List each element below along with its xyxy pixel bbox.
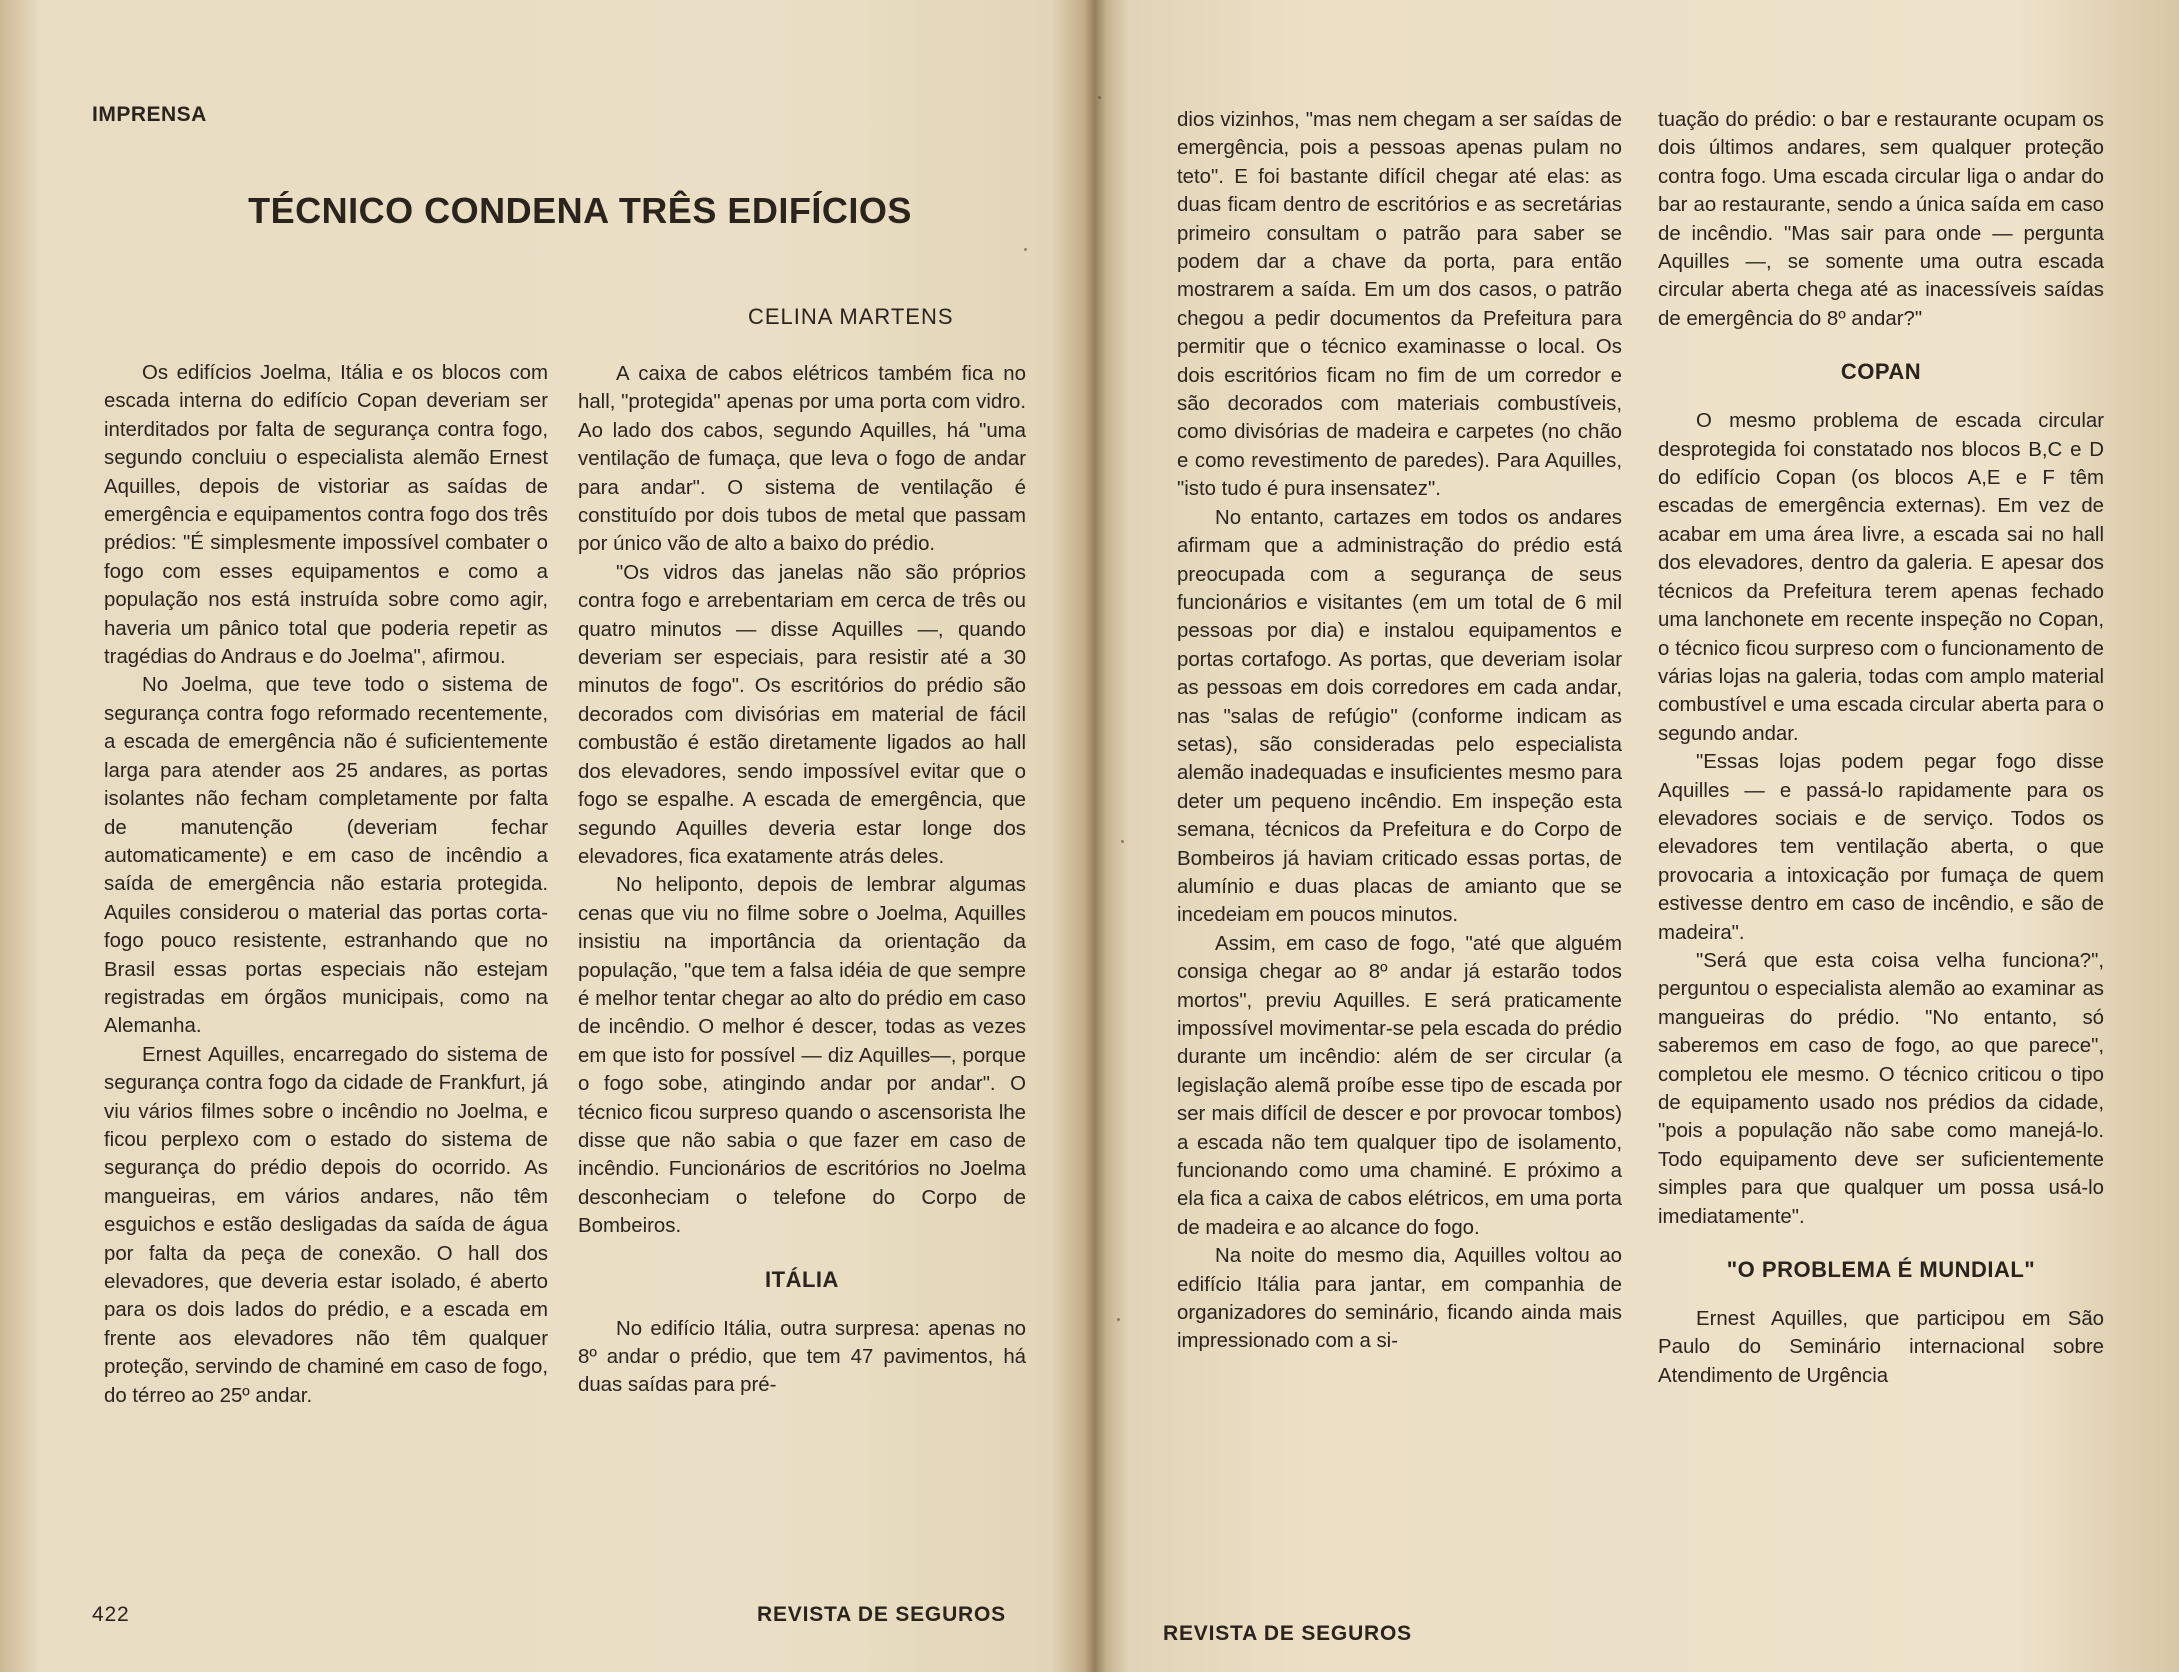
article-column-1 [104,359,548,1410]
byline: CELINA MARTENS [748,304,954,329]
paragraph: Os edifícios Joelma, Itália e os blocos com escada interna do edifício Copan deveriam ser interditados por falta de segurança contra fogo, segundo concluiu o especialista alemão Ernest Aquilles, depois de vistoriar as saídas de emergência e equipamentos contra fogo dos três prédios: "É simplesmente impossível combater o fogo com esses equipamentos e como a população nos está instruída sobre como agir, haveria um pânico total que poderia repetir as tragédias do Andraus e do Joelma", afirmou. [104,362,548,669]
paragraph: "Essas lojas podem pegar fogo disse Aquilles — e passá-lo rapidamente para os elevadores sociais e de serviço. Todos os elevadores tem ventilação aberta, o que provocaria a intoxicação por fumaça de quem estivesse dentro em caso de incêndio, e são de madeira". [1658,751,2104,944]
paragraph: Ernest Aquilles, que participou em São Paulo do Seminário internacional sobre Atendimento de Urgência [1658,1308,2104,1387]
article-column-3 [1177,106,1622,1356]
right-page [1094,0,2179,1672]
article-column-4 [1658,106,2104,1390]
article-column-2 [578,360,1026,1400]
paragraph: Ernest Aquilles, encarregado do sistema de segurança contra fogo da cidade de Frankfurt, já viu vários filmes sobre o incêndio no Joelma, e ficou perplexo com o estado do sistema de segurança do prédio depois do ocorrido. As mangueiras, em vários andares, não têm esguichos e estão desligadas da saída de água por falta da peça de conexão. O hall dos elevadores, que deveria estar isolado, é aberto para os dois lados do prédio, e a escada em frente aos elevadores não têm qualquer proteção, servindo de chaminé em caso de fogo, do térreo ao 25º andar. [104,1043,548,1407]
paragraph: Na noite do mesmo dia, Aquilles voltou ao edifício Itália para jantar, em companhia de organizadores do seminário, ficando ainda mais impressionado com a si- [1177,1245,1622,1353]
paragraph: O mesmo problema de escada circular desprotegida foi constatado nos blocos B,C e D do edifício Copan (os blocos A,E e F têm escadas de emergência externas). Em vez de acabar em uma área livre, a escada sai no hall dos elevadores, dentro da galeria. E apesar dos técnicos da Prefeitura terem apenas fechado uma lanchonete em recente inspeção no Copan, o técnico ficou surpreso com o funcionamento de várias lojas na galeria, todas com amplo material combustível e uma escada circular aberta para o segundo andar. [1658,410,2104,745]
subheading-copan: COPAN [1840,359,1922,385]
paragraph: No edifício Itália, outra surpresa: apenas no 8º andar o prédio, que tem 47 pavimentos, há duas saídas para pré- [578,1317,1026,1397]
magazine-footer-right: REVISTA DE SEGUROS [1163,1622,1412,1645]
article-headline: TÉCNICO CONDENA TRÊS EDIFÍCIOS [248,190,912,231]
binding-gutter [1084,0,1106,1672]
paragraph: No heliponto, depois de lembrar algumas cenas que viu no filme sobre o Joelma, Aquilles insistiu na importância da orientação da população, "que tem a falsa idéia de que sempre é melhor tentar chegar ao alto do prédio em caso de incêndio. O melhor é descer, todas as vezes em que isto for possível — diz Aquilles—, porque o fogo sobe, atingindo andar por andar". O técnico ficou surpreso quando o ascensorista lhe disse que não sabia o que fazer em caso de incêndio. Funcionários de escritórios no Joelma desconheciam o telefone do Corpo de Bombeiros. [578,874,1026,1238]
print-speck [1024,248,1027,251]
subheading-italia: ITÁLIA [765,1266,839,1292]
print-speck [1117,1318,1120,1321]
print-speck [1098,96,1101,99]
paragraph: No entanto, cartazes em todos os andares afirmam que a administração do prédio está preocupada com a segurança de seus funcionários e visitantes (em um total de 6 mil pessoas por dia) e instalou equipamentos e portas cortafogo. As portas, que deveriam isolar as pessoas em dois corredores em cada andar, nas "salas de refúgio" (conforme indicam as setas), são consideradas pelo especialista alemão inadequadas e insuficientes mesmo para deter um pequeno incêndio. Em inspeção esta semana, técnicos da Prefeitura e do Corpo de Bombeiros já haviam criticado essas portas, de alumínio e duas placas de amianto que se incedeiam em poucos minutos. [1177,506,1622,927]
paragraph: "Será que esta coisa velha funciona?", perguntou o especialista alemão ao examinar as mangueiras do prédio. "No entanto, só saberemos em caso de fogo, ao que parece", completou ele mesmo. O técnico criticou o tipo de equipamento usado nos prédios da cidade, "pois a população não sabe como manejá-lo. Todo equipamento deve ser suficientemente simples para que qualquer um possa usá-lo imediatamente". [1658,949,2104,1228]
print-speck [1121,840,1124,843]
section-label: IMPRENSA [92,103,207,126]
page-number: 422 [92,1603,130,1626]
paragraph: Assim, em caso de fogo, "até que alguém consiga chegar ao 8º andar já estarão todos mortos", previu Aquilles. E será praticamente impossível movimentar-se pela escada do prédio durante um incêndio: além de ser circular (a legislação alemã proíbe esse tipo de escada por ser mais difícil de descer e por provocar tombos) a escada não tem qualquer tipo de isolamento, funcionando como uma chaminé. E próximo a ela fica a caixa de cabos elétricos, em uma porta de madeira e ao alcance do fogo. [1177,932,1622,1239]
paragraph: A caixa de cabos elétricos também fica no hall, "protegida" apenas por uma porta com vidro. Ao lado dos cabos, segundo Aquilles, há "uma ventilação de fumaça, que leva o fogo de andar para andar". O sistema de ventilação é constituído por dois tubos de metal que passam por único vão de alto a baixo do prédio. [578,363,1026,556]
magazine-footer-left: REVISTA DE SEGUROS [757,1603,1006,1626]
subheading-problema-mundial: "O PROBLEMA É MUNDIAL" [1726,1257,2036,1283]
paragraph: tuação do prédio: o bar e restaurante ocupam os dois últimos andares, sem qualquer proteção contra fogo. Uma escada circular liga o andar do bar ao restaurante, sendo a única saída em caso de incêndio. "Mas sair para onde — pergunta Aquilles —, se somente uma outra escada circular aberta chega até as inacessíveis saídas de emergência do 8º andar?" [1658,109,2104,330]
paragraph: No Joelma, que teve todo o sistema de segurança contra fogo reformado recentemente, a escada de emergência não é suficientemente larga para atender aos 25 andares, as portas isolantes não fecham completamente por falta de manutenção (deveriam fechar automaticamente) e em caso de incêndio a saída de emergência não estaria protegida. Aquiles considerou o material das portas corta-fogo pouco resistente, estranhando que no Brasil essas portas especiais não estejam registradas em órgãos municipais, como na Alemanha. [104,674,548,1038]
paragraph: dios vizinhos, "mas nem chegam a ser saídas de emergência, pois a pessoas apenas pulam no teto". E foi bastante difícil chegar até elas: as duas ficam dentro de escritórios e as secretárias primeiro consultam o patrão para saber se podem dar a chave da porta, para então mostrarem a saída. Em um dos casos, o patrão chegou a pedir documentos da Prefeitura para permitir que o técnico examinasse o local. Os dois escritórios ficam no fim de um corredor e são decorados com materiais combustíveis, como divisórias de madeira e carpetes (no chão e como revestimento de paredes). Para Aquilles, "isto tudo é pura insensatez". [1177,109,1622,501]
paragraph: "Os vidros das janelas não são próprios contra fogo e arrebentariam em cerca de três ou quatro minutos — disse Aquilles —, quando deveriam ser especiais, para resistir até a 30 minutos de fogo". Os escritórios do prédio são decorados com divisórias em material de fácil combustão é estão diretamente ligados ao hall dos elevadores, sendo impossível evitar que o fogo se espalhe. A escada de emergência, que segundo Aquilles deveria estar longe dos elevadores, fica exatamente atrás deles. [578,561,1026,868]
